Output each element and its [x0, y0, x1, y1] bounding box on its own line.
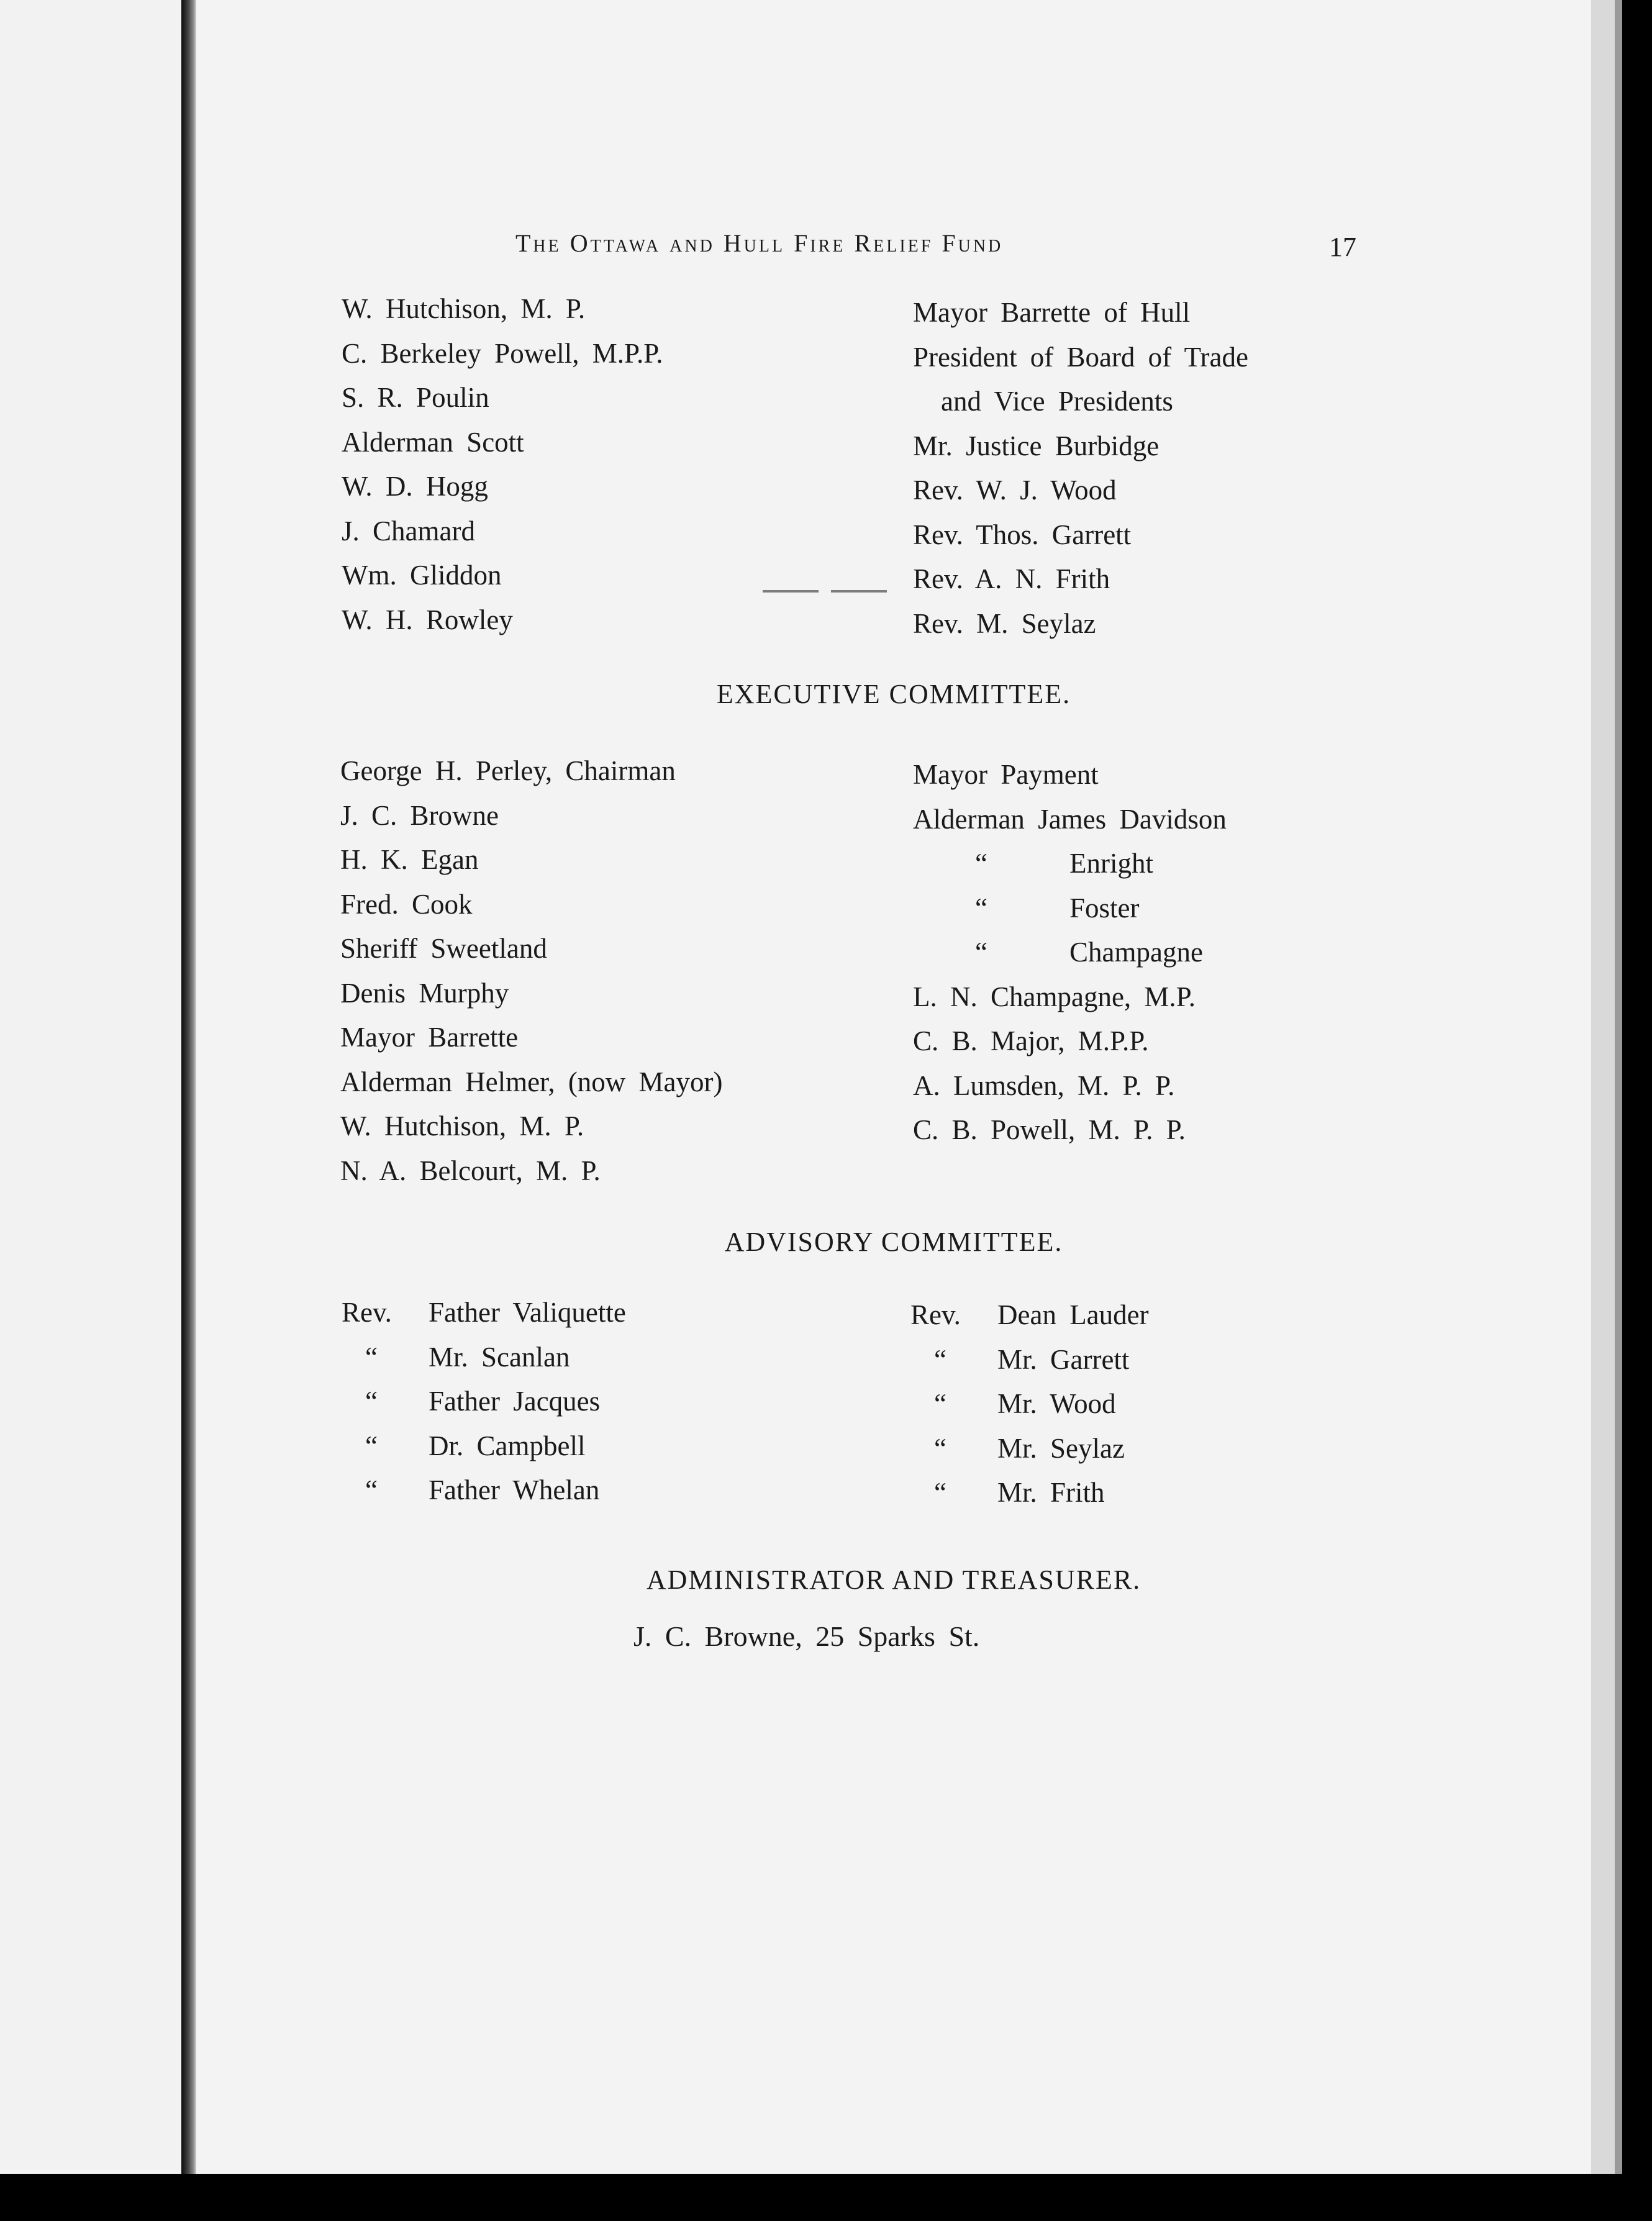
- committee-member: Alderman Helmer, (now Mayor): [340, 1066, 723, 1097]
- name: Mr. Scanlan: [429, 1341, 570, 1373]
- committee-member: [913, 1064, 1227, 1109]
- committee-member: [913, 975, 1227, 1020]
- member-name: Mr. Justice Burbidge: [913, 430, 1160, 461]
- member-name: S. R. Poulin: [342, 382, 489, 413]
- ditto-mark: “: [934, 1388, 946, 1419]
- running-head: The Ottawa and Hull Fire Relief Fund: [515, 229, 1004, 257]
- page-number: 17: [1329, 232, 1356, 262]
- committee-member: Fred. Cook: [340, 888, 473, 920]
- committee-member: [342, 1468, 626, 1513]
- name: A. Lumsden, M. P. P.: [913, 1070, 1175, 1101]
- committee-member: Mayor Barrette: [340, 1022, 519, 1053]
- member-name: Rev. Thos. Garrett: [913, 519, 1132, 550]
- committee-member: N. A. Belcourt, M. P.: [340, 1155, 601, 1186]
- committee-member: Sheriff Sweetland: [340, 933, 547, 964]
- member-name: Rev. W. J. Wood: [913, 475, 1117, 506]
- title-prefix: Rev.: [342, 1297, 392, 1328]
- member-name: J. Chamard: [342, 515, 475, 547]
- member-name: W. D. Hogg: [342, 471, 488, 502]
- members-left-column: [342, 287, 663, 642]
- member-name: W. Hutchison, M. P.: [342, 293, 586, 324]
- name: C. B. Major, M.P.P.: [913, 1025, 1149, 1056]
- name: Dean Lauder: [997, 1299, 1149, 1330]
- page-edge-shadow: [1615, 0, 1622, 2174]
- ditto-mark: “: [975, 892, 987, 924]
- scan-border: [0, 2174, 1652, 2221]
- name: L. N. Champagne, M.P.: [913, 981, 1196, 1012]
- member-name: President of Board of Trade: [913, 341, 1248, 373]
- ditto-mark: “: [975, 848, 987, 879]
- member-name: Mayor Barrette of Hull: [913, 297, 1191, 328]
- treasurer-name: J. C. Browne, 25 Sparks St.: [633, 1620, 980, 1652]
- name: Foster: [1069, 892, 1140, 924]
- name: Mr. Seylaz: [997, 1432, 1125, 1464]
- executive-right-column: [913, 753, 1227, 1153]
- ditto-mark: “: [365, 1341, 378, 1373]
- members-right-column: [913, 291, 1248, 646]
- committee-member: [910, 1471, 1149, 1515]
- committee-member: [913, 1019, 1227, 1064]
- ditto-mark: “: [365, 1474, 378, 1506]
- member-name: C. Berkeley Powell, M.P.P.: [342, 337, 663, 369]
- name: Mr. Garrett: [997, 1343, 1130, 1375]
- name: Enright: [1069, 848, 1153, 879]
- member-name: Wm. Gliddon: [342, 560, 502, 591]
- name: Father Jacques: [429, 1386, 601, 1417]
- ditto-mark: “: [975, 937, 987, 968]
- committee-member: [913, 842, 1227, 886]
- member-name: and Vice Presidents: [941, 386, 1173, 417]
- ditto-mark: “: [934, 1477, 946, 1508]
- name: Mayor Payment: [913, 759, 1099, 790]
- name: Champagne: [1069, 937, 1203, 968]
- treasurer-heading: ADMINISTRATOR AND TREASURER.: [646, 1565, 1141, 1595]
- committee-member: [913, 1108, 1227, 1153]
- committee-member: Denis Murphy: [340, 977, 509, 1009]
- title-prefix: Rev.: [910, 1299, 961, 1330]
- committee-member: J. C. Browne: [340, 799, 499, 831]
- member-name: Rev. M. Seylaz: [913, 607, 1096, 639]
- name: Dr. Campbell: [429, 1430, 586, 1461]
- ditto-mark: “: [365, 1430, 378, 1461]
- committee-member: W. Hutchison, M. P.: [340, 1110, 584, 1142]
- committee-member: [910, 1338, 1149, 1383]
- committee-member: [910, 1293, 1149, 1338]
- committee-member: [342, 1335, 626, 1380]
- page-edge: [1591, 0, 1615, 2174]
- name: Alderman James Davidson: [913, 803, 1227, 835]
- committee-member: [910, 1427, 1149, 1471]
- name: Mr. Wood: [997, 1388, 1116, 1419]
- name: C. B. Powell, M. P. P.: [913, 1114, 1186, 1145]
- committee-member: [913, 797, 1227, 842]
- ditto-mark: “: [934, 1343, 946, 1375]
- printed-dash: [763, 590, 887, 593]
- committee-member: [913, 930, 1227, 975]
- member-name: Alderman Scott: [342, 426, 524, 458]
- advisory-committee-heading: ADVISORY COMMITTEE.: [724, 1227, 1063, 1257]
- name: Mr. Frith: [997, 1477, 1105, 1508]
- advisory-left-column: [342, 1291, 626, 1513]
- ditto-mark: “: [365, 1386, 378, 1417]
- name: Father Valiquette: [429, 1297, 626, 1328]
- member-name: Rev. A. N. Frith: [913, 563, 1110, 594]
- committee-member: [342, 1379, 626, 1424]
- committee-member: [342, 1424, 626, 1469]
- book-gutter: [181, 0, 196, 2174]
- committee-member: [342, 1291, 626, 1335]
- left-page: [0, 0, 181, 2174]
- committee-member: H. K. Egan: [340, 844, 479, 875]
- ditto-mark: “: [934, 1432, 946, 1464]
- committee-member: [913, 886, 1227, 931]
- committee-member: [910, 1382, 1149, 1427]
- executive-committee-heading: EXECUTIVE COMMITTEE.: [716, 679, 1071, 709]
- name: Father Whelan: [429, 1474, 600, 1506]
- executive-left-column: [340, 749, 723, 1193]
- advisory-right-column: [910, 1293, 1149, 1515]
- committee-member: [913, 753, 1227, 797]
- committee-member: George H. Perley, Chairman: [340, 755, 676, 786]
- member-name: W. H. Rowley: [342, 604, 513, 635]
